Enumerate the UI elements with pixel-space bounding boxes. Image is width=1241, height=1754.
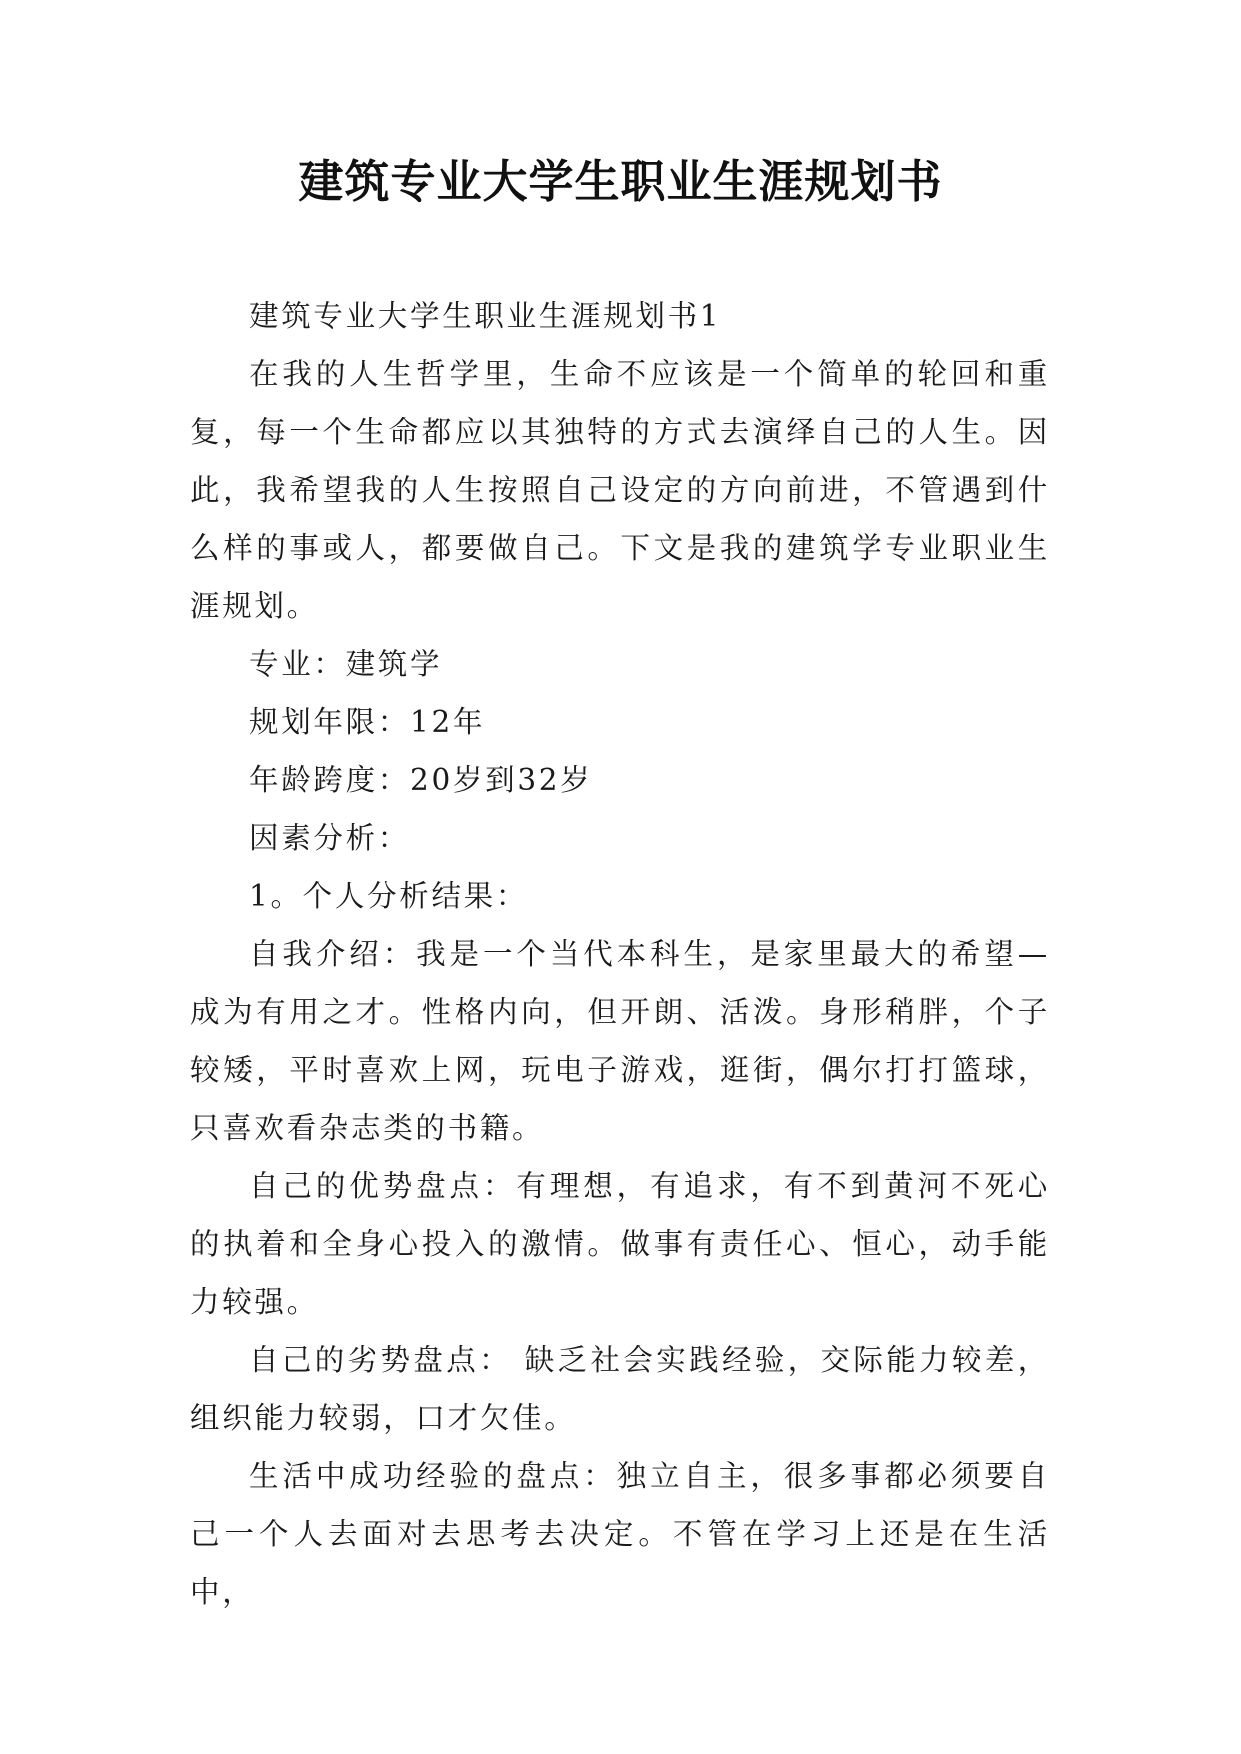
paragraph-age-span: 年龄跨度：20岁到32岁 bbox=[249, 763, 593, 797]
paragraph-strengths: 自己的优势盘点：有理想，有追求，有不到黄河不死心的执着和全身心投入的激情。做事有责任心、恒心，动手能力较强。 bbox=[190, 1169, 1050, 1319]
paragraph-subtitle: 建筑专业大学生职业生涯规划书1 bbox=[249, 299, 722, 333]
paragraph-plan-years: 规划年限：12年 bbox=[249, 705, 486, 739]
document-title: 建筑专业大学生职业生涯规划书 bbox=[298, 155, 943, 208]
paragraph-major: 专业：建筑学 bbox=[249, 647, 443, 681]
paragraph-intro: 在我的人生哲学里，生命不应该是一个简单的轮回和重复，每一个生命都应以其独特的方式去演绎自己的人生。因此，我希望我的人生按照自己设定的方向前进，不管遇到什么样的事或人，都要做自己。下文是我的建筑学专业职业生涯规划。 bbox=[190, 357, 1050, 623]
paragraph-success-experience: 生活中成功经验的盘点：独立自主，很多事都必须要自己一个人去面对去思考去决定。不管在学习上还是在生活中， bbox=[190, 1459, 1050, 1609]
document-body bbox=[190, 287, 1050, 1621]
paragraph-factor-analysis: 因素分析： bbox=[249, 821, 411, 855]
paragraph-weaknesses: 自己的劣势盘点： 缺乏社会实践经验，交际能力较差，组织能力较弱，口才欠佳。 bbox=[190, 1343, 1050, 1435]
paragraph-personal-analysis: 1。个人分析结果： bbox=[249, 879, 529, 913]
paragraph-self-introduction: 自我介绍：我是一个当代本科生，是家里最大的希望—成为有用之才。性格内向，但开朗、活泼。身形稍胖，个子较矮，平时喜欢上网，玩电子游戏，逛街，偶尔打打篮球，只喜欢看杂志类的书籍。 bbox=[190, 937, 1050, 1145]
